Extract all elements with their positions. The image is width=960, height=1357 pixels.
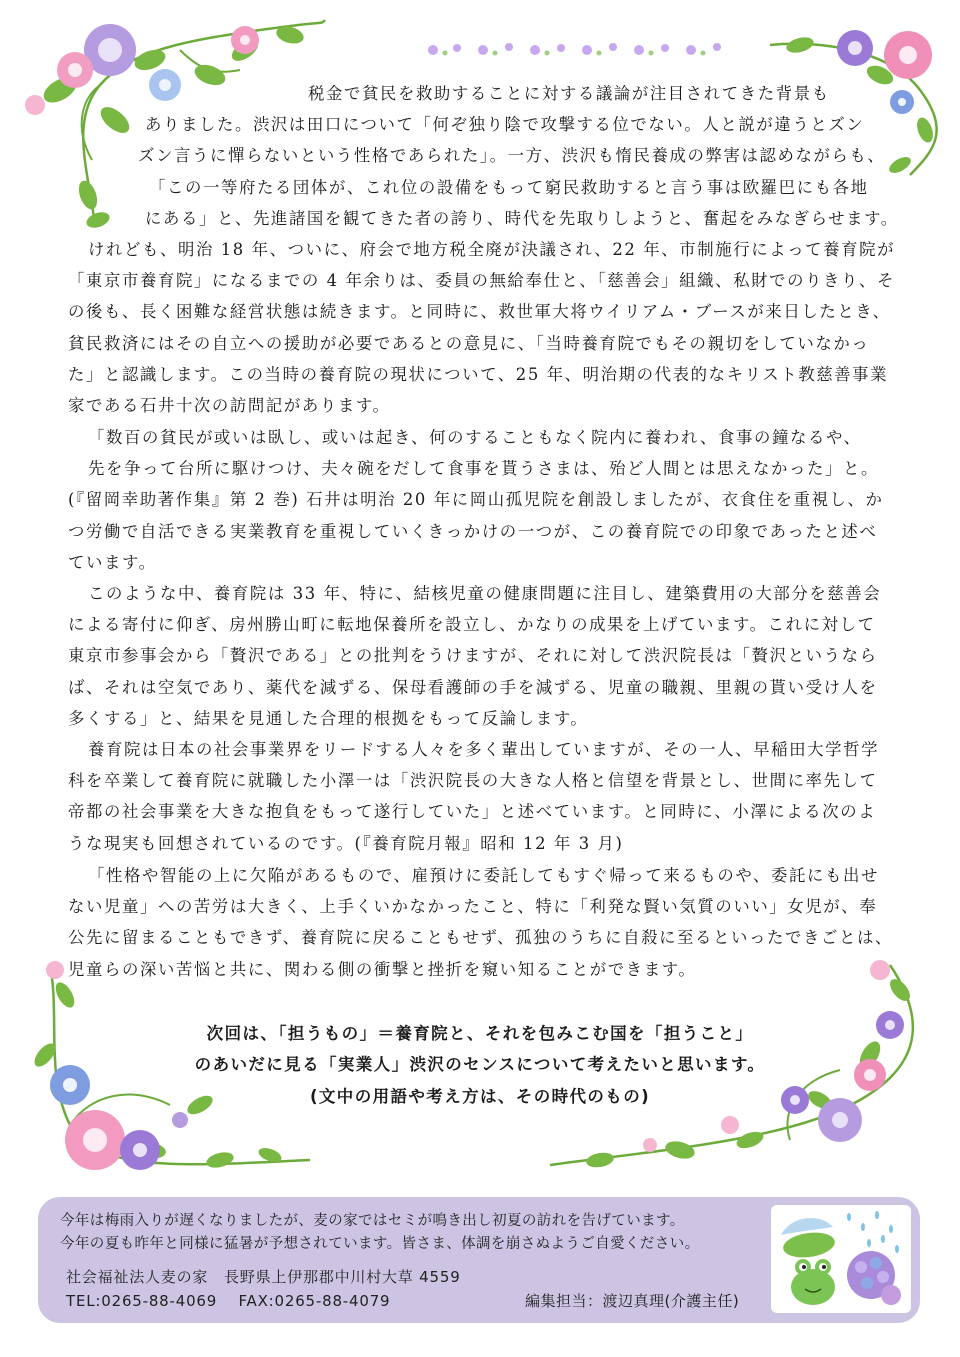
body-line: 多くする」と、結果を見通した合理的根拠をもって反論します。: [68, 709, 589, 728]
body-line: にある」と、先進諸国を観てきた者の誇り、時代を先取りしようと、奮起をみなぎらせます。: [145, 209, 899, 228]
body-line: 税金で貧民を救助することに対する議論が注目されてきた背景も: [308, 84, 830, 103]
footer-phone: TEL:0265-88-4069 FAX:0265-88-4079: [66, 1292, 391, 1310]
body-line: 帝都の社会事業を大きな抱負をもって遂行していた」と述べています。と同時に、小澤による次のよ: [68, 802, 877, 821]
body-line: ない児童」への苦労は大きく、上手くいかなかったこと、特に「利発な賢い気質のいい」女児が、奉: [68, 897, 878, 916]
body-line: けれども、明治 18 年、ついに、府会で地方税全廃が決議され、22 年、市制施行によって養育院が: [88, 240, 896, 259]
body-line: 児童らの深い苦悩と共に、関わる側の衝撃と挫折を窺い知ることができます。: [68, 960, 697, 979]
footer-editor: 編集担当：渡辺真理(介護主任): [525, 1292, 740, 1310]
body-line: 貧民救済にはその自立への援助が必要であるとの意見に、「当時養育院でもその親切をしていなかっ: [68, 334, 870, 353]
body-line: 「数百の貧民が或いは臥し、或いは起き、何のすることもなく院内に養われ、食事の鐘なるや、: [88, 428, 862, 447]
body-line: 養育院は日本の社会事業界をリードする人々を多く輩出していますが、その一人、早稲田大学哲学: [88, 740, 880, 759]
body-line: ば、それは空気であり、薬代を減ずる、保母看護師の手を減ずる、児童の職親、里親の貰い受け人を: [68, 678, 878, 697]
body-line: 東京市参事会から「贅沢である」との批判をうけますが、それに対して渋沢院長は「贅沢というなら: [68, 646, 878, 665]
body-line: 家である石井十次の訪問記があります。: [68, 396, 391, 415]
body-line: による寄付に仰ぎ、房州勝山町に転地保養所を設立し、かなりの成果を上げています。これに対して: [68, 615, 876, 634]
body-line: 科を卒業して養育院に就職した小澤一は「渋沢院長の大きな人格と信望を背景とし、世間に率先して: [68, 771, 878, 790]
leaf-icon: [782, 1229, 837, 1260]
footer-message: 今年は梅雨入りが遅くなりましたが、麦の家ではセミが鳴き出し初夏の訪れを告げています。: [60, 1213, 685, 1229]
body-line: 「この一等府たる団体が、これ位の設備をもって窮民救助すると言う事は欧羅巴にも各地: [149, 178, 869, 197]
body-line: 「性格や智能の上に欠陥があるもので、雇預けに委託してもすぐ帰って来るものや、委託にも出せ: [88, 866, 879, 885]
body-line: の後も、長く困難な経営状態は続きます。と同時に、救世軍大将ウイリアム・ブースが来日したとき、: [68, 302, 891, 321]
body-line: このような中、養育院は 33 年、特に、結核児童の健康問題に注目し、建築費用の大部分を慈善会: [88, 584, 882, 603]
body-line: 公先に留まることもできず、養育院に戻ることもせず、孤独のうちに自殺に至るといったできごとは、: [68, 928, 893, 947]
frog-icon: [791, 1259, 835, 1305]
body-line: つ労働で自活できる実業教育を重視していくきっかけの一つが、この養育院での印象であったと述べ: [68, 522, 878, 541]
footer-message: 今年の夏も昨年と同様に猛暑が予想されています。皆さま、体調を崩さぬようご自愛ください。: [60, 1236, 700, 1252]
body-line: 先を争って台所に駆けつけ、夫々碗をだして食事を貰うさまは、殆ど人間とは思えなかった」と。: [88, 459, 879, 478]
rain-drop-icon: [847, 1211, 899, 1253]
body-line: (『留岡幸助著作集』第 2 巻) 石井は明治 20 年に岡山孤児院を創設しましたが、衣食住を重視し、か: [68, 490, 884, 509]
closing-line: のあいだに見る「実業人」渋沢のセンスについて考えたいと思います。: [194, 1055, 766, 1074]
frog-hydrangea-illustration: [771, 1205, 911, 1313]
body-line: ありました。渋沢は田口について「何ぞ独り陰で攻撃する位でない。人と説が違うとズン: [145, 115, 865, 134]
footer-organization: 社会福祉法人麦の家 長野県上伊那郡中川村大草 4559: [66, 1268, 461, 1286]
closing-line: 次回は、「担うもの」＝養育院と、それを包みこむ国を「担うこと」: [206, 1024, 754, 1043]
body-line: 「東京市養育院」になるまでの 4 年余りは、委員の無給奉仕と、「慈善会」組織、私財でのりきり、そ: [68, 271, 896, 290]
body-line: ています。: [68, 553, 157, 572]
body-line: ズン言うに憚らないという性格であられた」。一方、渋沢も惰民養成の弊害は認めながらも、: [138, 146, 886, 165]
body-line: うな現実も回想されているのです。(『養育院月報』昭和 12 年 3 月): [68, 834, 624, 853]
footer-box: [38, 1197, 920, 1323]
top-garland-decoration: [425, 38, 755, 60]
hydrangea-icon: [847, 1251, 901, 1305]
body-line: た」と認識します。この当時の養育院の現状について、25 年、明治期の代表的なキリスト教慈善事業: [68, 365, 889, 384]
closing-line: (文中の用語や考え方は、その時代のもの): [309, 1087, 651, 1106]
